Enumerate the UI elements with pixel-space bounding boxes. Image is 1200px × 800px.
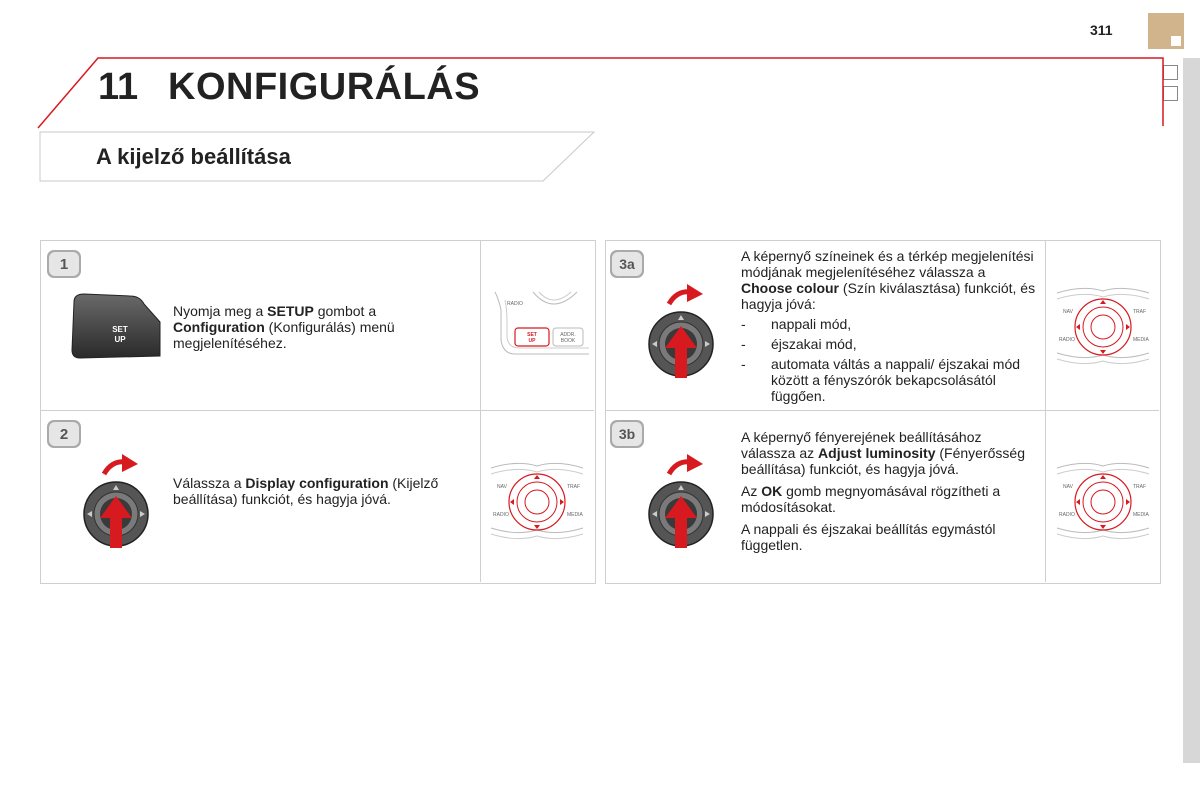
- card-left-divider-v: [480, 241, 481, 582]
- independence-note: A nappali és éjszakai beállítás egymástól független.: [741, 521, 996, 553]
- svg-text:TRAF: TRAF: [567, 484, 581, 490]
- svg-text:2: 2: [59, 426, 69, 443]
- step-3a-text: A képernyő színeinek és a térkép megjelenítési módjának megjelenítéséhez válassza a Choose colour (Szín kiválasztása) funkciót, és hagyja jóvá: - nappali mód, - éjszakai mód, - automata váltás a nappali/ éjszakai mód között a fényszórók bekapcsolásától függően.: [741, 248, 1037, 408]
- svg-text:NAV: NAV: [1063, 309, 1073, 315]
- svg-text:TRAF: TRAF: [1133, 484, 1147, 490]
- card-left-divider-h: [41, 410, 594, 411]
- svg-text:RADIO: RADIO: [493, 512, 509, 518]
- step-badge-1: [47, 250, 81, 283]
- step-badge-3a: [610, 250, 644, 283]
- svg-text:MEDIA: MEDIA: [1133, 512, 1149, 518]
- svg-text:BOOK: BOOK: [560, 338, 576, 344]
- right-edge-bar: [1183, 58, 1200, 763]
- chapter-tab-marker: [1148, 13, 1184, 49]
- svg-text:1: 1: [59, 256, 69, 273]
- rotary-knob-illustration-3a: [647, 282, 719, 387]
- setup-button-illustration: [70, 292, 162, 365]
- chapter-title: KONFIGURÁLÁS: [168, 66, 481, 108]
- section-title: A kijelző beállítása: [96, 144, 291, 169]
- svg-text:3b: 3b: [618, 426, 636, 442]
- page-number: 311: [1090, 22, 1113, 38]
- svg-text:NAV: NAV: [497, 484, 507, 490]
- step-3b-text: A képernyő fényerejének beállításához válassza az Adjust luminosity (Fényerősség beállítása) funkciót, és hagyja jóvá. Az OK gomb megnyomásával rögzítheti a módosításokat. A nappali és éjszakai beállítás egymástól független.: [741, 429, 1037, 559]
- display-mode-list: [741, 316, 1037, 404]
- svg-text:3a: 3a: [619, 256, 635, 272]
- rotary-knob-illustration-2: [82, 452, 154, 557]
- svg-text:ADDR.: ADDR.: [560, 332, 576, 338]
- chapter-number: 11: [98, 66, 139, 108]
- step-badge-2: [47, 420, 81, 453]
- panel-thumbnail-nav-2: [487, 460, 587, 547]
- card-right-divider-v: [1045, 241, 1046, 582]
- panel-thumbnail-setup: [493, 290, 589, 365]
- step-badge-3b: [610, 420, 644, 453]
- card-right-divider-h: [606, 410, 1159, 411]
- list-item: - éjszakai mód,: [741, 336, 1037, 352]
- step-2-text: Válassza a Display configuration (Kijelző beállítása) funkciót, és hagyja jóvá.: [173, 475, 439, 507]
- step-1-text: Nyomja meg a SETUP gombot a Configuration (Konfigurálás) menü megjelenítéséhez.: [173, 303, 395, 351]
- svg-text:RADIO: RADIO: [1059, 337, 1075, 343]
- svg-text:MEDIA: MEDIA: [1133, 337, 1149, 343]
- rotary-knob-illustration-3b: [647, 452, 719, 557]
- svg-text:SET: SET: [112, 325, 128, 334]
- panel-thumbnail-nav-3b: [1053, 460, 1153, 547]
- svg-text:UP: UP: [114, 335, 126, 344]
- svg-text:UP: UP: [528, 338, 536, 344]
- list-item: - nappali mód,: [741, 316, 1037, 332]
- list-item: - automata váltás a nappali/ éjszakai mód között a fényszórók bekapcsolásától függően.: [741, 356, 1037, 404]
- svg-text:TRAF: TRAF: [1133, 309, 1147, 315]
- panel-thumbnail-nav-3a: [1053, 285, 1153, 372]
- svg-text:SET: SET: [527, 332, 537, 338]
- svg-text:RADIO: RADIO: [507, 301, 523, 307]
- svg-text:NAV: NAV: [1063, 484, 1073, 490]
- svg-text:RADIO: RADIO: [1059, 512, 1075, 518]
- svg-text:MEDIA: MEDIA: [567, 512, 583, 518]
